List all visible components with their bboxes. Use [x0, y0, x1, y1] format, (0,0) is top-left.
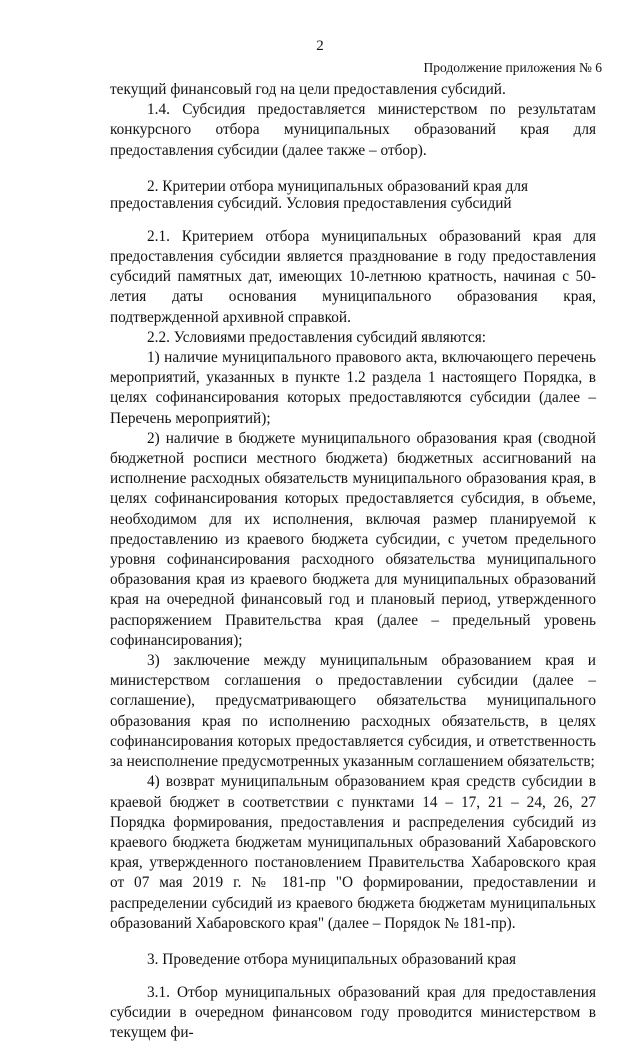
paragraph-3-1: 3.1. Отбор муниципальных образований края для предоставления субсидии в очередном финансовом году проводится министерством в текущем фи-: [110, 983, 596, 1042]
list-item-2-2-3: 3) заключение между муниципальным образованием края и министерством соглашения о предоставлении субсидии (далее – соглашение), предусматривающего обязательства муниципального образования края по исполнению расходных обязательств, в целях софинансирования которых предоставляется субсидия, и ответственность за неисполнение предусмотренных указанным соглашением обязательств;: [110, 652, 596, 771]
document-body: [110, 80, 596, 1044]
list-item-2-2-2: 2) наличие в бюджете муниципального образования края (сводной бюджетной росписи местного бюджета) бюджетных ассигнований на исполнение расходных обязательств муниципального образования края, в целях софинансирования которых предоставляется субсидия, в объеме, необходимом для их исполнения, включая размер планируемой к предоставлению из краевого бюджета субсидии, с учетом предельного уровня софинансирования расходного обязательства муниципального образования края из краевого бюджета для муниципальных образований края на очередной финансовый год и плановый период, утвержденного распоряжением Правительства края (далее – предельный уровень софинансирования);: [110, 429, 596, 649]
paragraph-continued: текущий финансовый год на цели предоставления субсидий.: [110, 81, 506, 98]
section-heading-2: 2. Критерии отбора муниципальных образований края для предоставления субсидий. Условия предоставления субсидий: [110, 177, 529, 212]
list-item-2-2-1: 1) наличие муниципального правового акта, включающего перечень мероприятий, указанных в пункте 1.2 раздела 1 настоящего Порядка, в целях софинансирования которых предоставляются субсидии (далее – Перечень мероприятий);: [110, 349, 596, 427]
appendix-continuation-label: Продолжение приложения № 6: [423, 60, 602, 75]
list-item-2-2-4: 4) возврат муниципальным образованием края средств субсидии в краевой бюджет в соответствии с пунктами 14 – 17, 21 – 24, 26, 27 Порядка формирования, предоставления и распределения субсидий из краевого бюджета бюджетам муниципальных образований Хабаровского края, утвержденного постановлением Правительства Хабаровского края от 07 мая 2019 г. № 181-пр "О формировании, предоставлении и распределении субсидий из краевого бюджета бюджетам муниципальных образований Хабаровского края" (далее – Порядок № 181-пр).: [110, 773, 596, 932]
paragraph-2-1: 2.1. Критерием отбора муниципальных образований края для предоставления субсидии является празднование в году предоставления субсидий памятных дат, имеющих 10-летнюю кратность, начиная с 50-летия даты основания муниципального образования края, подтвержденной архивной справкой.: [110, 227, 596, 326]
paragraph-2-2: 2.2. Условиями предоставления субсидий являются:: [147, 328, 487, 346]
paragraph-1-4: 1.4. Субсидия предоставляется министерством по результатам конкурсного отбора муниципальных образований края для предоставления субсидии (далее также – отбор).: [110, 101, 596, 159]
page-number: 2: [316, 38, 324, 54]
section-heading-3: 3. Проведение отбора муниципальных образований края: [147, 950, 517, 968]
